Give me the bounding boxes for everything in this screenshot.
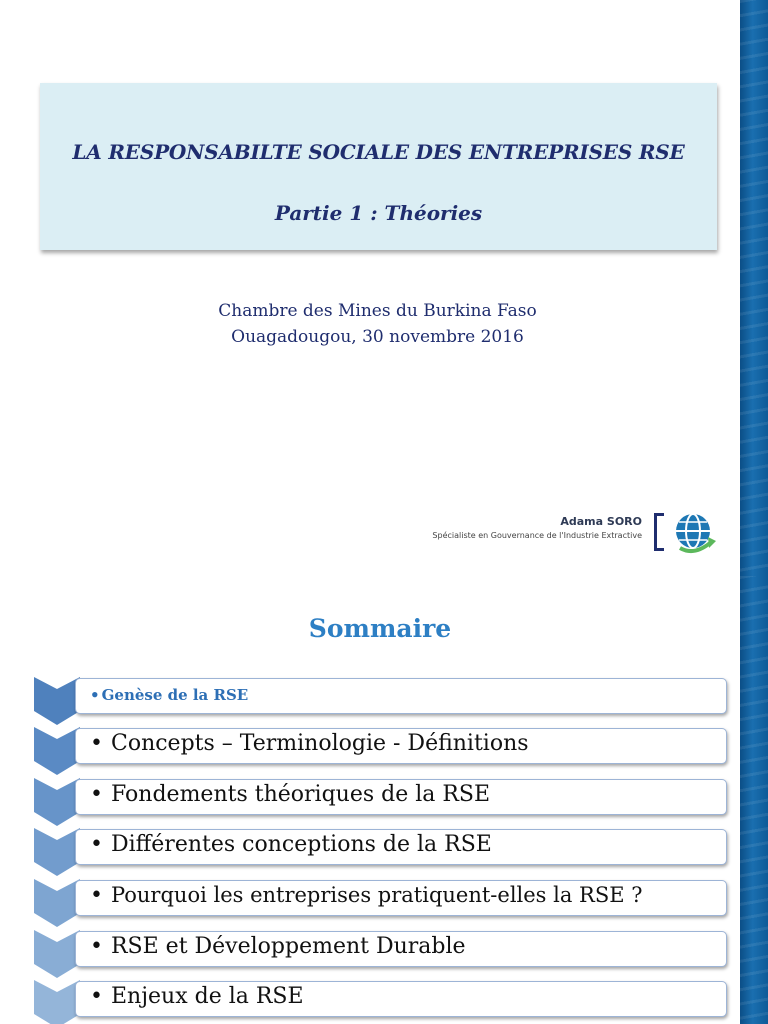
summary-item-label: • Différentes conceptions de la RSE [90,832,492,857]
summary-item-label: • Concepts – Terminologie - Définitions [90,731,529,756]
summary-item-label: • RSE et Développement Durable [90,934,466,959]
author-role: Spécialiste en Gouvernance de l'Industrie Extractive [432,531,642,540]
summary-item-label: • Fondements théoriques de la RSE [90,782,491,807]
venue-line-place-date: Ouagadougou, 30 novembre 2016 [231,327,524,347]
summary-item-conceptions [75,829,727,865]
chevron-down-icon [34,778,80,826]
chevron-down-icon [34,879,80,927]
chevron-down-icon [34,828,80,876]
decorative-side-stripe [740,0,768,576]
presentation-title: LA RESPONSABILTE SOCIALE DES ENTREPRISES RSE [72,140,685,164]
chevron-down-icon [34,980,80,1024]
summary-item-label: • Pourquoi les entreprises pratiquent-elles la RSE ? [90,883,643,908]
author-name: Adama SORO [560,515,642,528]
author-signature [400,506,720,560]
summary-item-genese [75,678,727,714]
summary-item-label: • Genèse de la RSE [90,686,249,704]
bracket-decoration [654,513,664,551]
summary-item-fondements [75,779,727,815]
summary-item-label: • Enjeux de la RSE [90,984,304,1009]
chevron-down-icon [34,930,80,978]
summary-slide [0,576,768,1024]
presentation-subtitle: Partie 1 : Théories [274,201,483,225]
chevron-down-icon [34,727,80,775]
title-box [40,83,717,250]
venue-line-organization: Chambre des Mines du Burkina Faso [218,301,537,321]
decorative-side-stripe [740,576,768,1024]
chevron-down-icon [34,677,80,725]
summary-item-concepts [75,728,727,764]
summary-item-developpement-durable [75,931,727,967]
summary-heading: Sommaire [308,614,452,643]
summary-item-enjeux [75,981,727,1017]
summary-item-pourquoi [75,880,727,916]
globe-arrow-icon [672,510,718,556]
